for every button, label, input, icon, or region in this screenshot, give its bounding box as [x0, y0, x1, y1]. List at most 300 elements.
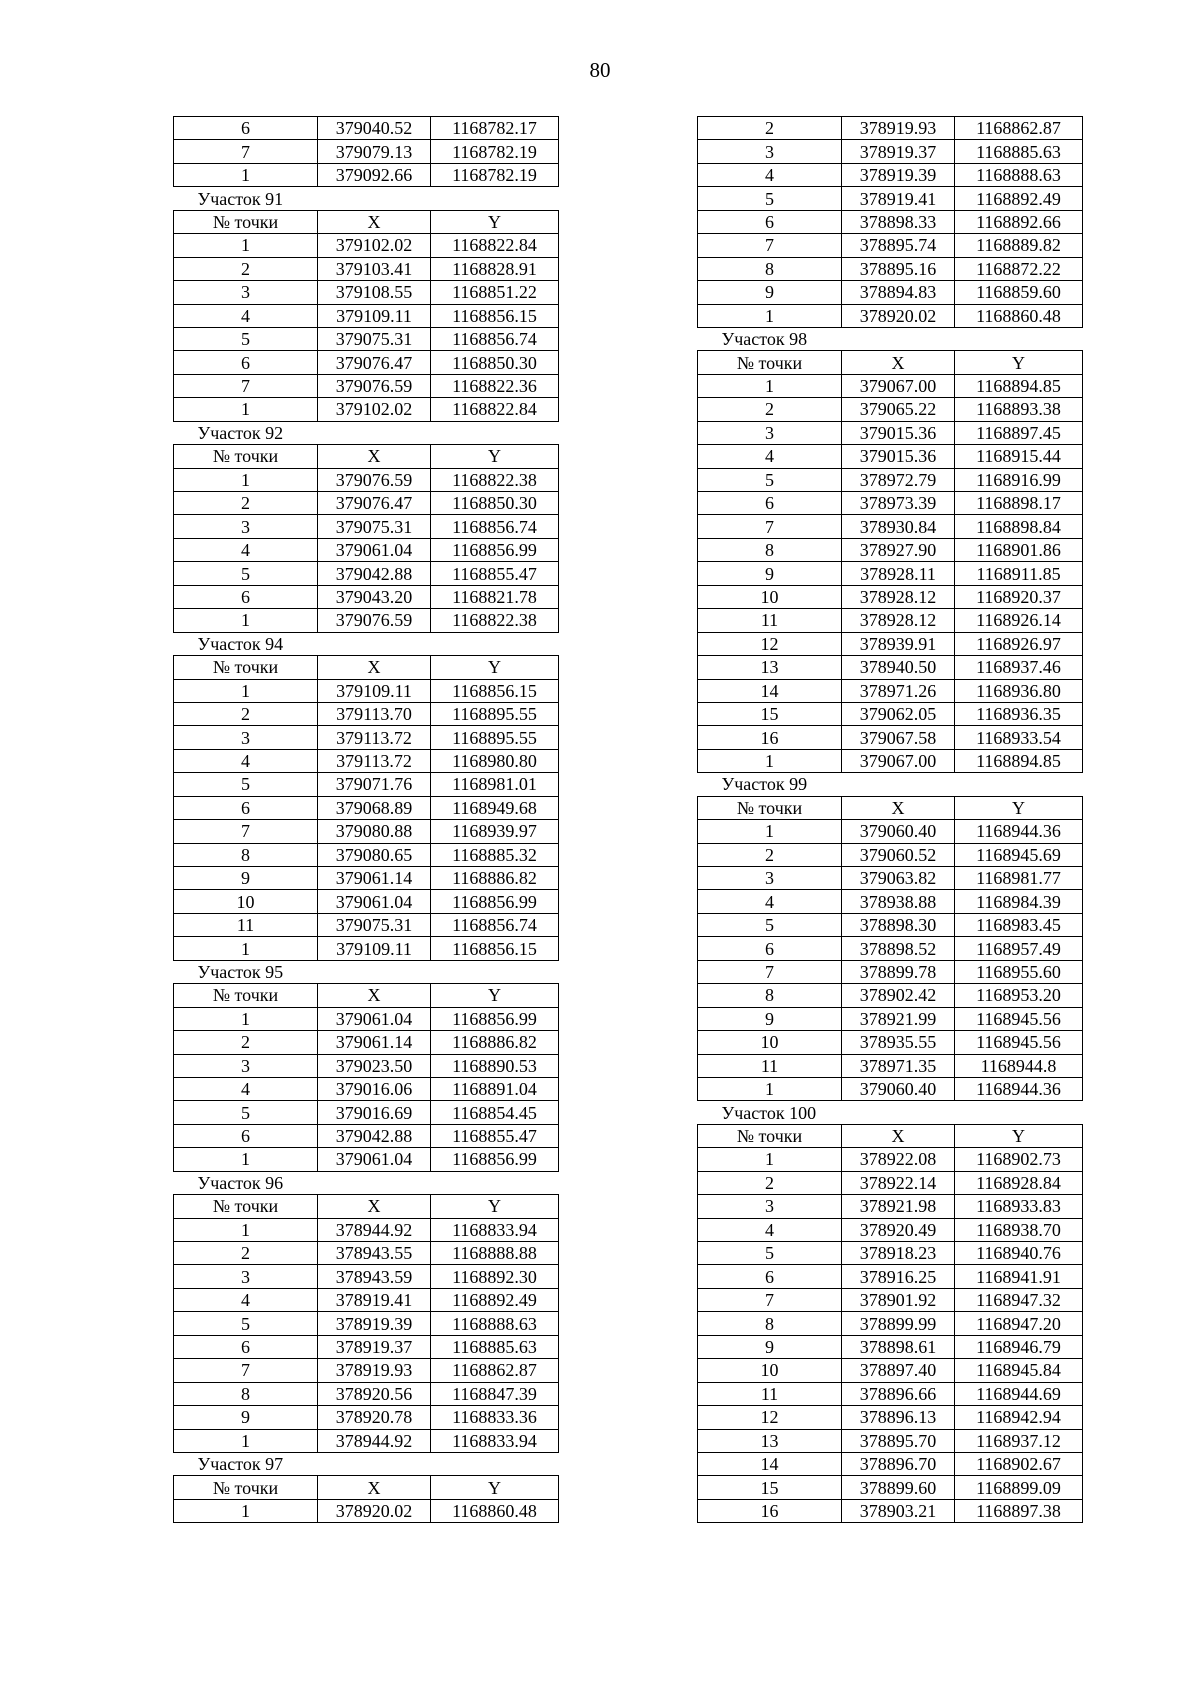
y-coordinate-cell: 1168945.56	[955, 1007, 1083, 1030]
point-number-cell: 3	[174, 281, 318, 304]
y-coordinate-cell: 1168955.60	[955, 960, 1083, 983]
point-number-cell: 3	[174, 1265, 318, 1288]
section-spacer	[318, 960, 431, 983]
point-number-cell: 9	[174, 867, 318, 890]
section-spacer	[431, 1171, 559, 1194]
table-row	[174, 773, 559, 796]
x-coordinate-cell: 379080.65	[318, 843, 431, 866]
x-coordinate-cell: 378919.37	[318, 1335, 431, 1358]
table-row	[174, 913, 559, 936]
x-coordinate-cell: 378973.39	[842, 492, 955, 515]
x-coordinate-cell: 379076.47	[318, 351, 431, 374]
table-row	[174, 304, 559, 327]
section-spacer	[955, 327, 1083, 350]
y-coordinate-cell: 1168892.66	[955, 210, 1083, 233]
y-coordinate-cell: 1168860.48	[431, 1499, 559, 1522]
table-row	[698, 140, 1083, 163]
y-coordinate-cell: 1168821.78	[431, 585, 559, 608]
point-number-cell: 4	[698, 163, 842, 186]
point-number-cell: 10	[698, 1031, 842, 1054]
x-coordinate-cell: 378922.08	[842, 1148, 955, 1171]
x-coordinate-cell: 378897.40	[842, 1359, 955, 1382]
x-coordinate-cell: 378903.21	[842, 1499, 955, 1522]
table-row	[174, 1101, 559, 1124]
table-row	[174, 726, 559, 749]
x-coordinate-cell: 379113.70	[318, 702, 431, 725]
table-row	[174, 1077, 559, 1100]
x-coordinate-cell: 378921.98	[842, 1195, 955, 1218]
point-number-cell: 3	[698, 140, 842, 163]
table-row	[174, 937, 559, 960]
y-coordinate-cell: 1168898.84	[955, 515, 1083, 538]
point-number-cell: 1	[174, 937, 318, 960]
table-row	[698, 1195, 1083, 1218]
x-coordinate-cell: 378971.26	[842, 679, 955, 702]
y-coordinate-cell: 1168833.36	[431, 1406, 559, 1429]
column-header-y: Y	[431, 1476, 559, 1499]
table-row	[174, 609, 559, 632]
point-number-cell: 9	[698, 562, 842, 585]
y-coordinate-cell: 1168947.20	[955, 1312, 1083, 1335]
point-number-cell: 2	[698, 117, 842, 140]
coordinates-table-left	[173, 116, 559, 1523]
y-coordinate-cell: 1168902.73	[955, 1148, 1083, 1171]
x-coordinate-cell: 379042.88	[318, 562, 431, 585]
column-header-x: X	[318, 210, 431, 233]
column-header-x: X	[318, 984, 431, 1007]
column-header-point-number: № точки	[698, 796, 842, 819]
table-row	[698, 304, 1083, 327]
table-row	[698, 1288, 1083, 1311]
table-row	[174, 796, 559, 819]
x-coordinate-cell: 379079.13	[318, 140, 431, 163]
point-number-cell: 2	[698, 843, 842, 866]
point-number-cell: 4	[174, 749, 318, 772]
table-header-row	[174, 1195, 559, 1218]
y-coordinate-cell: 1168901.86	[955, 538, 1083, 561]
y-coordinate-cell: 1168940.76	[955, 1242, 1083, 1265]
x-coordinate-cell: 378896.66	[842, 1382, 955, 1405]
point-number-cell: 1	[174, 609, 318, 632]
y-coordinate-cell: 1168936.35	[955, 702, 1083, 725]
table-row	[174, 1499, 559, 1522]
point-number-cell: 1	[174, 1148, 318, 1171]
column-header-y: Y	[955, 1124, 1083, 1147]
section-title: Участок 99	[721, 774, 808, 795]
y-coordinate-cell: 1168946.79	[955, 1335, 1083, 1358]
column-header-x: X	[842, 351, 955, 374]
x-coordinate-cell: 379092.66	[318, 163, 431, 186]
point-number-cell: 5	[698, 187, 842, 210]
x-coordinate-cell: 378895.16	[842, 257, 955, 280]
y-coordinate-cell: 1168981.77	[955, 867, 1083, 890]
section-spacer	[431, 187, 559, 210]
y-coordinate-cell: 1168945.84	[955, 1359, 1083, 1382]
x-coordinate-cell: 378938.88	[842, 890, 955, 913]
y-coordinate-cell: 1168886.82	[431, 1031, 559, 1054]
x-coordinate-cell: 379103.41	[318, 257, 431, 280]
x-coordinate-cell: 378944.92	[318, 1218, 431, 1241]
point-number-cell: 8	[698, 984, 842, 1007]
column-header-y: Y	[431, 656, 559, 679]
table-row	[174, 327, 559, 350]
y-coordinate-cell: 1168822.84	[431, 398, 559, 421]
table-row	[174, 749, 559, 772]
point-number-cell: 5	[174, 773, 318, 796]
table-row	[698, 937, 1083, 960]
y-coordinate-cell: 1168891.04	[431, 1077, 559, 1100]
table-row	[698, 960, 1083, 983]
x-coordinate-cell: 379102.02	[318, 234, 431, 257]
y-coordinate-cell: 1168984.39	[955, 890, 1083, 913]
section-spacer	[431, 1452, 559, 1475]
point-number-cell: 4	[174, 304, 318, 327]
y-coordinate-cell: 1168888.63	[431, 1312, 559, 1335]
x-coordinate-cell: 379067.00	[842, 749, 955, 772]
y-coordinate-cell: 1168926.97	[955, 632, 1083, 655]
x-coordinate-cell: 378919.39	[842, 163, 955, 186]
point-number-cell: 5	[174, 1101, 318, 1124]
table-row	[174, 1335, 559, 1358]
table-row	[698, 609, 1083, 632]
table-row	[174, 1288, 559, 1311]
page-number: 80	[589, 58, 611, 82]
section-title-row	[174, 1452, 559, 1475]
y-coordinate-cell: 1168850.30	[431, 351, 559, 374]
y-coordinate-cell: 1168782.17	[431, 117, 559, 140]
point-number-cell: 13	[698, 656, 842, 679]
column-header-point-number: № точки	[698, 351, 842, 374]
point-number-cell: 1	[698, 820, 842, 843]
point-number-cell: 2	[174, 702, 318, 725]
point-number-cell: 7	[698, 960, 842, 983]
x-coordinate-cell: 378920.02	[842, 304, 955, 327]
point-number-cell: 3	[698, 421, 842, 444]
y-coordinate-cell: 1168933.54	[955, 726, 1083, 749]
y-coordinate-cell: 1168822.36	[431, 374, 559, 397]
x-coordinate-cell: 378916.25	[842, 1265, 955, 1288]
column-header-x: X	[318, 1195, 431, 1218]
point-number-cell: 14	[698, 1452, 842, 1475]
y-coordinate-cell: 1168828.91	[431, 257, 559, 280]
table-row	[698, 867, 1083, 890]
point-number-cell: 11	[698, 1382, 842, 1405]
y-coordinate-cell: 1168847.39	[431, 1382, 559, 1405]
x-coordinate-cell: 379061.04	[318, 1148, 431, 1171]
x-coordinate-cell: 378898.30	[842, 913, 955, 936]
table-row	[174, 234, 559, 257]
point-number-cell: 16	[698, 1499, 842, 1522]
table-row	[698, 1452, 1083, 1475]
point-number-cell: 6	[698, 937, 842, 960]
point-number-cell: 4	[174, 1077, 318, 1100]
point-number-cell: 6	[698, 492, 842, 515]
x-coordinate-cell: 379075.31	[318, 913, 431, 936]
x-coordinate-cell: 379067.00	[842, 374, 955, 397]
table-row	[698, 1406, 1083, 1429]
table-row	[698, 374, 1083, 397]
point-number-cell: 6	[174, 117, 318, 140]
point-number-cell: 11	[698, 1054, 842, 1077]
y-coordinate-cell: 1168902.67	[955, 1452, 1083, 1475]
point-number-cell: 6	[174, 1124, 318, 1147]
x-coordinate-cell: 378919.39	[318, 1312, 431, 1335]
table-row	[698, 1171, 1083, 1194]
x-coordinate-cell: 379068.89	[318, 796, 431, 819]
section-spacer	[318, 1171, 431, 1194]
point-number-cell: 8	[698, 1312, 842, 1335]
y-coordinate-cell: 1168933.83	[955, 1195, 1083, 1218]
x-coordinate-cell: 379042.88	[318, 1124, 431, 1147]
y-coordinate-cell: 1168892.49	[955, 187, 1083, 210]
column-header-y: Y	[431, 210, 559, 233]
left-column	[173, 116, 559, 1523]
table-row	[698, 1242, 1083, 1265]
point-number-cell: 5	[174, 327, 318, 350]
table-header-row	[174, 656, 559, 679]
table-row	[698, 984, 1083, 1007]
point-number-cell: 1	[698, 749, 842, 772]
y-coordinate-cell: 1168895.55	[431, 702, 559, 725]
point-number-cell: 2	[698, 1171, 842, 1194]
y-coordinate-cell: 1168888.63	[955, 163, 1083, 186]
table-row	[698, 749, 1083, 772]
table-row	[174, 468, 559, 491]
table-row	[174, 1242, 559, 1265]
point-number-cell: 7	[698, 234, 842, 257]
section-title: Участок 100	[721, 1102, 817, 1123]
y-coordinate-cell: 1168945.69	[955, 843, 1083, 866]
table-row	[174, 538, 559, 561]
point-number-cell: 15	[698, 1476, 842, 1499]
y-coordinate-cell: 1168953.20	[955, 984, 1083, 1007]
y-coordinate-cell: 1168944.36	[955, 820, 1083, 843]
column-header-y: Y	[431, 1195, 559, 1218]
x-coordinate-cell: 379075.31	[318, 327, 431, 350]
point-number-cell: 1	[174, 1429, 318, 1452]
table-row	[698, 445, 1083, 468]
x-coordinate-cell: 378971.35	[842, 1054, 955, 1077]
x-coordinate-cell: 378898.33	[842, 210, 955, 233]
table-header-row	[698, 351, 1083, 374]
point-number-cell: 1	[174, 468, 318, 491]
table-row	[174, 374, 559, 397]
y-coordinate-cell: 1168856.15	[431, 304, 559, 327]
table-row	[698, 1335, 1083, 1358]
y-coordinate-cell: 1168854.45	[431, 1101, 559, 1124]
table-row	[698, 1382, 1083, 1405]
section-title: Участок 96	[197, 1172, 284, 1193]
y-coordinate-cell: 1168957.49	[955, 937, 1083, 960]
x-coordinate-cell: 378895.70	[842, 1429, 955, 1452]
point-number-cell: 1	[174, 679, 318, 702]
y-coordinate-cell: 1168856.15	[431, 679, 559, 702]
table-header-row	[174, 984, 559, 1007]
x-coordinate-cell: 378940.50	[842, 656, 955, 679]
x-coordinate-cell: 379060.40	[842, 1077, 955, 1100]
point-number-cell: 6	[698, 210, 842, 233]
x-coordinate-cell: 379015.36	[842, 445, 955, 468]
table-row	[698, 820, 1083, 843]
y-coordinate-cell: 1168898.17	[955, 492, 1083, 515]
section-spacer	[842, 327, 955, 350]
table-row	[174, 492, 559, 515]
point-number-cell: 7	[698, 515, 842, 538]
y-coordinate-cell: 1168889.82	[955, 234, 1083, 257]
section-title: Участок 97	[197, 1454, 284, 1475]
x-coordinate-cell: 378919.37	[842, 140, 955, 163]
section-title: Участок 95	[197, 961, 284, 982]
section-title-row	[174, 960, 559, 983]
point-number-cell: 1	[174, 398, 318, 421]
table-row	[698, 538, 1083, 561]
y-coordinate-cell: 1168944.36	[955, 1077, 1083, 1100]
point-number-cell: 1	[698, 1148, 842, 1171]
right-column	[697, 116, 1083, 1523]
x-coordinate-cell: 378896.70	[842, 1452, 955, 1475]
x-coordinate-cell: 379109.11	[318, 937, 431, 960]
y-coordinate-cell: 1168895.55	[431, 726, 559, 749]
section-title: Участок 92	[197, 422, 284, 443]
column-header-x: X	[318, 656, 431, 679]
table-row	[174, 117, 559, 140]
section-title-row	[174, 632, 559, 655]
x-coordinate-cell: 379061.14	[318, 1031, 431, 1054]
y-coordinate-cell: 1168856.99	[431, 1007, 559, 1030]
x-coordinate-cell: 378928.11	[842, 562, 955, 585]
table-row	[174, 843, 559, 866]
point-number-cell: 8	[698, 538, 842, 561]
table-row	[174, 1265, 559, 1288]
table-row	[174, 1054, 559, 1077]
point-number-cell: 4	[174, 1288, 318, 1311]
point-number-cell: 5	[698, 468, 842, 491]
point-number-cell: 11	[698, 609, 842, 632]
y-coordinate-cell: 1168920.37	[955, 585, 1083, 608]
y-coordinate-cell: 1168822.38	[431, 609, 559, 632]
y-coordinate-cell: 1168890.53	[431, 1054, 559, 1077]
point-number-cell: 4	[174, 538, 318, 561]
y-coordinate-cell: 1168899.09	[955, 1476, 1083, 1499]
section-title-row	[174, 421, 559, 444]
point-number-cell: 13	[698, 1429, 842, 1452]
x-coordinate-cell: 378918.23	[842, 1242, 955, 1265]
x-coordinate-cell: 378928.12	[842, 585, 955, 608]
x-coordinate-cell: 378922.14	[842, 1171, 955, 1194]
x-coordinate-cell: 378898.52	[842, 937, 955, 960]
x-coordinate-cell: 379023.50	[318, 1054, 431, 1077]
y-coordinate-cell: 1168911.85	[955, 562, 1083, 585]
point-number-cell: 7	[698, 1288, 842, 1311]
table-row	[174, 1429, 559, 1452]
point-number-cell: 12	[698, 632, 842, 655]
x-coordinate-cell: 378899.60	[842, 1476, 955, 1499]
y-coordinate-cell: 1168856.74	[431, 515, 559, 538]
point-number-cell: 2	[174, 257, 318, 280]
x-coordinate-cell: 378919.41	[842, 187, 955, 210]
x-coordinate-cell: 378921.99	[842, 1007, 955, 1030]
section-spacer	[318, 632, 431, 655]
coordinates-table-right	[697, 116, 1083, 1523]
x-coordinate-cell: 379061.04	[318, 1007, 431, 1030]
table-row	[698, 163, 1083, 186]
point-number-cell: 1	[698, 374, 842, 397]
table-header-row	[174, 445, 559, 468]
y-coordinate-cell: 1168893.38	[955, 398, 1083, 421]
y-coordinate-cell: 1168894.85	[955, 374, 1083, 397]
x-coordinate-cell: 379108.55	[318, 281, 431, 304]
table-row	[698, 281, 1083, 304]
table-row	[174, 398, 559, 421]
y-coordinate-cell: 1168936.80	[955, 679, 1083, 702]
column-header-y: Y	[431, 445, 559, 468]
table-row	[698, 257, 1083, 280]
table-row	[174, 1124, 559, 1147]
point-number-cell: 9	[698, 1007, 842, 1030]
point-number-cell: 1	[174, 1007, 318, 1030]
y-coordinate-cell: 1168947.32	[955, 1288, 1083, 1311]
table-row	[174, 1031, 559, 1054]
point-number-cell: 8	[174, 843, 318, 866]
y-coordinate-cell: 1168782.19	[431, 163, 559, 186]
column-header-y: Y	[955, 796, 1083, 819]
section-title-row	[174, 187, 559, 210]
table-row	[698, 1218, 1083, 1241]
x-coordinate-cell: 379075.31	[318, 515, 431, 538]
x-coordinate-cell: 379071.76	[318, 773, 431, 796]
point-number-cell: 5	[698, 1242, 842, 1265]
section-title: Участок 91	[197, 188, 284, 209]
column-header-x: X	[318, 1476, 431, 1499]
y-coordinate-cell: 1168944.69	[955, 1382, 1083, 1405]
x-coordinate-cell: 379060.52	[842, 843, 955, 866]
point-number-cell: 9	[698, 1335, 842, 1358]
column-header-point-number: № точки	[174, 1195, 318, 1218]
y-coordinate-cell: 1168892.49	[431, 1288, 559, 1311]
point-number-cell: 7	[174, 820, 318, 843]
y-coordinate-cell: 1168885.63	[431, 1335, 559, 1358]
column-header-point-number: № точки	[174, 210, 318, 233]
x-coordinate-cell: 378898.61	[842, 1335, 955, 1358]
table-header-row	[174, 210, 559, 233]
point-number-cell: 14	[698, 679, 842, 702]
y-coordinate-cell: 1168915.44	[955, 445, 1083, 468]
point-number-cell: 2	[698, 398, 842, 421]
point-number-cell: 3	[174, 726, 318, 749]
point-number-cell: 3	[698, 1195, 842, 1218]
table-row	[174, 140, 559, 163]
point-number-cell: 15	[698, 702, 842, 725]
table-row	[698, 1054, 1083, 1077]
section-spacer	[318, 421, 431, 444]
x-coordinate-cell: 379040.52	[318, 117, 431, 140]
table-row	[698, 398, 1083, 421]
table-row	[698, 468, 1083, 491]
point-number-cell: 10	[174, 890, 318, 913]
column-header-x: X	[318, 445, 431, 468]
section-title: Участок 94	[197, 633, 284, 654]
y-coordinate-cell: 1168862.87	[955, 117, 1083, 140]
table-row	[698, 1265, 1083, 1288]
y-coordinate-cell: 1168886.82	[431, 867, 559, 890]
x-coordinate-cell: 379061.14	[318, 867, 431, 890]
x-coordinate-cell: 379102.02	[318, 398, 431, 421]
table-row	[174, 867, 559, 890]
point-number-cell: 8	[698, 257, 842, 280]
x-coordinate-cell: 379016.69	[318, 1101, 431, 1124]
x-coordinate-cell: 379067.58	[842, 726, 955, 749]
point-number-cell: 10	[698, 1359, 842, 1382]
